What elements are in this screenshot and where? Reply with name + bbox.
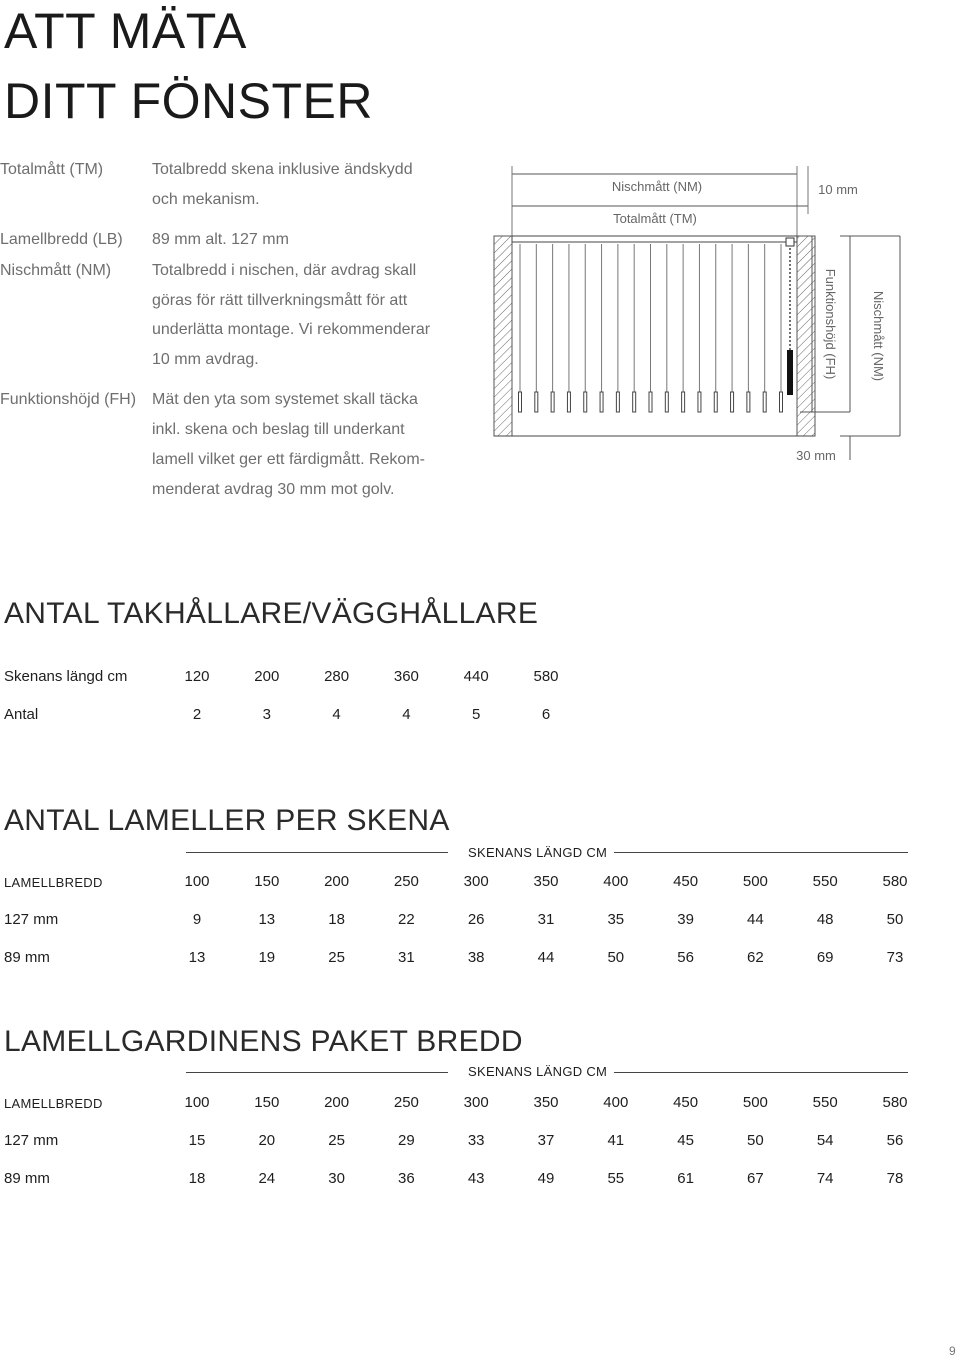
- table-cell: 37: [537, 1132, 555, 1149]
- table-cell: 36: [398, 1170, 415, 1187]
- totalmatt-label: Totalmått (TM): [613, 211, 697, 226]
- table-cell: 41: [607, 1132, 625, 1149]
- table-cell: 49: [537, 1170, 555, 1187]
- table-cell: 35: [607, 911, 625, 928]
- table-cell: 580: [882, 873, 908, 890]
- slat: [567, 392, 570, 412]
- gap-10-label: 10 mm: [818, 182, 858, 197]
- table-row-label: Skenans längd cm: [4, 668, 128, 685]
- table-cell: 300: [463, 1094, 489, 1111]
- section-title-hangers: ANTAL TAKHÅLLARE/VÄGGHÅLLARE: [4, 597, 539, 630]
- table-cell: 100: [184, 1094, 210, 1111]
- headrail: [512, 236, 797, 242]
- slat: [600, 392, 603, 412]
- table-cell: 19: [258, 949, 276, 966]
- table-cell: 62: [747, 949, 764, 966]
- table-cell: 43: [467, 1170, 485, 1187]
- table-cell: 30: [328, 1170, 345, 1187]
- table-cell: 5: [472, 706, 481, 723]
- section-title-paket: LAMELLGARDINENS PAKET BREDD: [4, 1025, 523, 1058]
- table-cell: 250: [393, 1094, 419, 1111]
- slat: [551, 392, 554, 412]
- page-title-line-2: DITT FÖNSTER: [4, 73, 373, 129]
- table-cell: 3: [262, 706, 271, 723]
- table-cell: 300: [463, 873, 489, 890]
- slat: [633, 392, 636, 412]
- definition-text: underlätta montage. Vi rekommenderar: [152, 321, 431, 338]
- table-cell: 250: [393, 873, 419, 890]
- funktionshojd-label: Funktionshöjd (FH): [823, 268, 838, 380]
- slat-group: [519, 244, 783, 412]
- group-header-rule-right: [614, 852, 908, 853]
- table-cell: 18: [188, 1170, 206, 1187]
- table-cell: 44: [537, 949, 555, 966]
- table-cell: 24: [258, 1170, 276, 1187]
- table-cell: 48: [816, 911, 834, 928]
- slat: [780, 392, 783, 412]
- chain-weight: [787, 350, 793, 395]
- table-cell: 500: [742, 873, 768, 890]
- slat: [747, 392, 750, 412]
- table-cell: 550: [812, 873, 838, 890]
- gap-30-label: 30 mm: [796, 448, 836, 460]
- table-cell: 56: [886, 1132, 904, 1149]
- definition-term: Lamellbredd (LB): [0, 231, 123, 248]
- table-cell: 450: [673, 873, 699, 890]
- table-cell: 61: [677, 1170, 694, 1187]
- slat: [584, 392, 587, 412]
- table-cell: 350: [533, 873, 559, 890]
- definition-text: Totalbredd skena inklusive ändskydd: [152, 161, 413, 178]
- table-cell: 54: [816, 1132, 834, 1149]
- table-row-label: Antal: [4, 706, 39, 723]
- window-measurement-diagram: [490, 160, 910, 460]
- table-cell: 580: [533, 668, 559, 685]
- table-cell: 45: [677, 1132, 694, 1149]
- definition-text: menderat avdrag 30 mm mot golv.: [152, 481, 395, 498]
- table-cell: 31: [537, 911, 555, 928]
- page-title-line-1: ATT MÄTA: [4, 3, 247, 59]
- slat: [714, 392, 717, 412]
- table-cell: 4: [402, 706, 411, 723]
- definition-text: Mät den yta som systemet skall täcka: [152, 391, 418, 408]
- definition-text: lamell vilket ger ett färdigmått. Rekom-: [152, 451, 425, 468]
- table-cell: 50: [607, 949, 625, 966]
- table-cell: 78: [886, 1170, 904, 1187]
- table-row-label: 127 mm: [4, 1132, 59, 1149]
- table-cell: 20: [258, 1132, 276, 1149]
- table-cell: 360: [393, 668, 419, 685]
- table-cell: 350: [533, 1094, 559, 1111]
- definition-text: göras för rätt tillverkningsmått för att: [152, 292, 408, 309]
- table-cell: 150: [254, 873, 280, 890]
- table-cell: 13: [188, 949, 206, 966]
- table-cell: 4: [332, 706, 341, 723]
- table-row-label: 89 mm: [4, 1170, 50, 1187]
- table-cell: 56: [677, 949, 694, 966]
- table-cell: 500: [742, 1094, 768, 1111]
- table-cell: 69: [816, 949, 834, 966]
- table-cell: 550: [812, 1094, 838, 1111]
- table-cell: 13: [258, 911, 276, 928]
- table-cell: 18: [328, 911, 345, 928]
- table-cell: 120: [184, 668, 210, 685]
- definition-text: 89 mm alt. 127 mm: [152, 231, 289, 248]
- definition-text: inkl. skena och beslag till underkant: [152, 421, 405, 438]
- table-cell: 25: [328, 949, 345, 966]
- table-cell: 100: [184, 873, 210, 890]
- nischmatt-side-label: Nischmått (NM): [871, 290, 886, 382]
- group-header-rule-right: [614, 1072, 908, 1073]
- slat: [731, 392, 734, 412]
- table-cell: 55: [607, 1170, 625, 1187]
- slat: [665, 392, 668, 412]
- table-cell: 400: [603, 873, 629, 890]
- table-cell: 580: [882, 1094, 908, 1111]
- table-cell: 25: [328, 1132, 345, 1149]
- slat: [698, 392, 701, 412]
- left-wall: [494, 236, 512, 436]
- table-cell: 200: [324, 873, 350, 890]
- table-cell: 39: [677, 911, 694, 928]
- table-cell: 280: [324, 668, 350, 685]
- table-row-label: 89 mm: [4, 949, 50, 966]
- table-cell: 31: [398, 949, 415, 966]
- slat: [649, 392, 652, 412]
- table-row-label: 127 mm: [4, 911, 59, 928]
- slat: [682, 392, 685, 412]
- table-cell: 44: [747, 911, 764, 928]
- slat: [616, 392, 619, 412]
- definition-term: Nischmått (NM): [0, 262, 112, 279]
- group-header-rule-left: [186, 852, 448, 853]
- table-cell: 450: [673, 1094, 699, 1111]
- definition-term: Funktionshöjd (FH): [0, 391, 137, 408]
- table-cell: 200: [254, 668, 280, 685]
- table-cell: 73: [886, 949, 904, 966]
- row-header: LAMELLBREDD: [4, 875, 103, 890]
- nischmatt-top-label: Nischmått (NM): [611, 179, 703, 194]
- definition-text: och mekanism.: [152, 191, 260, 208]
- slat: [763, 392, 766, 412]
- table-cell: 9: [192, 911, 202, 928]
- table-cell: 22: [398, 911, 415, 928]
- page-number: 9: [949, 1344, 956, 1358]
- table-cell: 15: [188, 1132, 206, 1149]
- table-cell: 67: [747, 1170, 764, 1187]
- table-cell: 26: [467, 911, 485, 928]
- table-cell: 50: [886, 911, 904, 928]
- table-cell: 150: [254, 1094, 280, 1111]
- table-cell: 400: [603, 1094, 629, 1111]
- table-cell: 440: [463, 668, 489, 685]
- group-header: SKENANS LÄNGD CM: [468, 845, 608, 860]
- table-cell: 2: [192, 706, 202, 723]
- table-cell: 29: [398, 1132, 415, 1149]
- definition-term: Totalmått (TM): [0, 161, 104, 178]
- table-cell: 74: [816, 1170, 834, 1187]
- definition-text: 10 mm avdrag.: [152, 351, 259, 368]
- group-header: SKENANS LÄNGD CM: [468, 1064, 608, 1079]
- table-cell: 50: [747, 1132, 764, 1149]
- group-header-rule-left: [186, 1072, 448, 1073]
- table-cell: 200: [324, 1094, 350, 1111]
- table-cell: 6: [541, 706, 551, 723]
- definition-text: Totalbredd i nischen, där avdrag skall: [152, 262, 417, 279]
- table-cell: 33: [467, 1132, 485, 1149]
- row-header: LAMELLBREDD: [4, 1096, 103, 1111]
- slat: [535, 392, 538, 412]
- table-cell: 38: [467, 949, 485, 966]
- slat: [519, 392, 522, 412]
- section-title-lameller: ANTAL LAMELLER PER SKENA: [4, 804, 450, 837]
